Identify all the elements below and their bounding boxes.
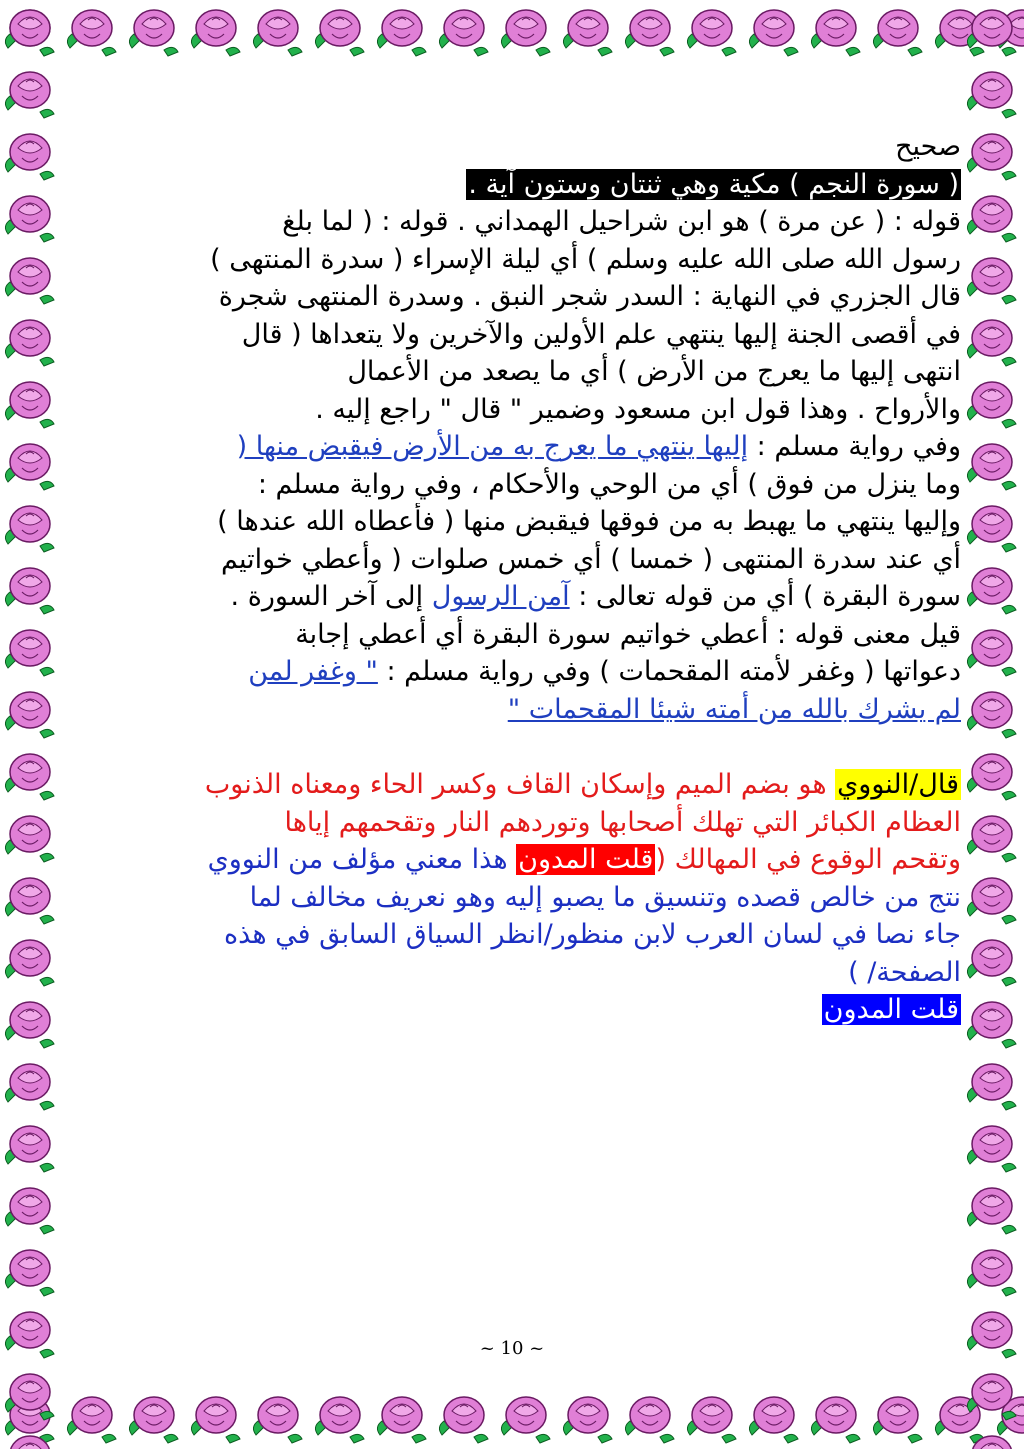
para1-line: في أقصى الجنة إليها ينتهي علم الأولين والآخرين ولا يتعداها ( قال — [241, 318, 961, 350]
nawawi-line — [95, 841, 961, 879]
para1-line: قوله : ( عن مرة ) هو ابن شراحيل الهمداني . قوله : ( لما بلغ — [282, 206, 961, 237]
para1-line: انتهى إليها ما يعرج من الأرض ) أي ما يصعد من الأعمال — [347, 356, 961, 387]
muslim-narration-line — [95, 428, 961, 466]
rose-border-bottom — [0, 1387, 1024, 1449]
nawawi-label: قال/النووي — [837, 769, 959, 800]
blogger-note-text: هذا معني مؤلف من النووي — [207, 844, 517, 875]
rose-border-top — [0, 0, 1024, 62]
blogger-note-line: جاء نصا في لسان العرب لابن منظور/انظر السياق السابق في هذه — [224, 919, 961, 950]
amana-rasul-link[interactable]: آمن الرسول — [431, 581, 570, 612]
page-content — [95, 128, 961, 1029]
baqara-prefix: سورة البقرة ) أي من قوله تعالى : — [569, 581, 961, 612]
para1-line: رسول الله صلى الله عليه وسلم ) أي ليلة الإسراء ( سدرة المنتهى ) — [210, 243, 961, 275]
ghafara-link[interactable]: " وغفر لمن — [248, 656, 378, 687]
nawawi-line — [95, 766, 961, 804]
blogger-note-label: قلت المدون — [518, 844, 654, 875]
blogger-label-line — [95, 991, 961, 1029]
lam-yushrik-link[interactable]: لم يشرك بالله من أمته شيئا المقحمات " — [507, 693, 961, 725]
baqara-suffix: إلى آخر السورة . — [230, 581, 432, 612]
body-line: وإليها ينتهي ما يهبط به من فوقها فيقبض منها ( فأعطاه الله عندها ) — [217, 506, 961, 537]
surah-title: ( سورة النجم ) مكية وهي ثنتان وستون آية . — [468, 168, 959, 200]
baqara-line — [95, 578, 961, 616]
muslim2-prefix: دعواتها ( وغفر لأمته المقحمات ) وفي رواية مسلم : — [377, 656, 961, 687]
heading: صحيح — [895, 131, 961, 162]
para1-line: والأرواح . وهذا قول ابن مسعود وضمير " قال " راجع إليه . — [315, 393, 961, 425]
muslim-prefix: وفي رواية مسلم : — [748, 431, 961, 462]
page-number: ~ 10 ~ — [479, 1338, 545, 1359]
muslim2-line — [95, 653, 961, 691]
nawawi-text: وتقحم الوقوع في المهالك ( — [655, 844, 961, 875]
body-line: قيل معنى قوله : أعطي خواتيم سورة البقرة أي أعطي إجابة — [295, 618, 961, 650]
spacer — [95, 728, 961, 766]
muslim-narration-link[interactable]: إليها ينتهي ما يعرج به من الأرض فيقبض منها ( — [236, 431, 749, 462]
blogger-label: قلت المدون — [823, 994, 959, 1025]
nawawi-text: هو بضم الميم وإسكان القاف وكسر الحاء ومعناه الذنوب — [204, 769, 836, 800]
blogger-note-line: الصفحة/ ) — [848, 956, 961, 988]
para1-line: قال الجزري في النهاية : السدر شجر النبق . وسدرة المنتهى شجرة — [218, 281, 961, 312]
body-line: وما ينزل من فوق ) أي من الوحي والأحكام ، وفي رواية مسلم : — [257, 468, 961, 500]
blogger-note-line: نتج من خالص قصده وتنسيق ما يصبو إليه وهو نعريف مخالف لما — [249, 881, 961, 913]
body-line: أي عند سدرة المنتهى ( خمسا ) أي خمس صلوات ( وأعطي خواتيم — [221, 543, 961, 575]
rose-border-right — [962, 0, 1024, 1449]
muslim2-line2 — [95, 691, 961, 729]
surah-title-line — [95, 166, 961, 204]
nawawi-line: العظام الكبائر التي تهلك أصحابها وتوردهم النار وتقحمهم إياها — [284, 806, 961, 838]
rose-border-left — [0, 0, 62, 1449]
